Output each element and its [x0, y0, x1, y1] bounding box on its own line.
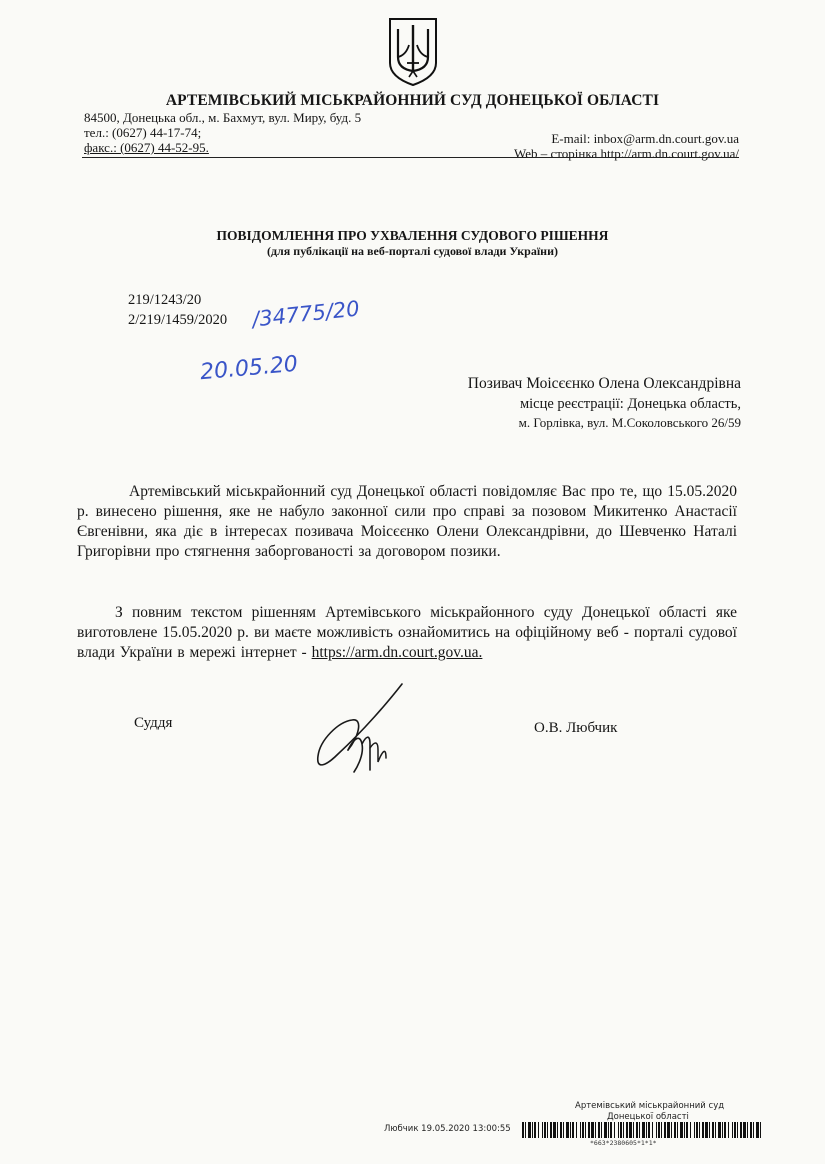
judge-role-label: Суддя — [134, 715, 173, 731]
court-phone: тел.: (0627) 44-17-74; — [84, 125, 202, 140]
coat-of-arms-icon — [386, 15, 440, 87]
court-name: АРТЕМІВСЬКИЙ МІСЬКРАЙОННИЙ СУД ДОНЕЦЬКОЇ ОБЛАСТІ — [165, 92, 660, 109]
court-email: E-mail: inbox@arm.dn.court.gov.ua — [551, 131, 739, 146]
stamp-metadata: Любчик 19.05.2020 13:00:55 — [384, 1124, 511, 1134]
judge-signature — [308, 678, 410, 776]
notice-paragraph-1 — [77, 482, 737, 562]
court-website-link[interactable]: https://arm.dn.court.gov.ua. — [311, 644, 483, 661]
stamp-court-line1: Артемівський міськрайонний суд — [575, 1101, 725, 1111]
handwritten-date: 20.05.20 — [199, 351, 299, 386]
addressee-name: Позивач Моісєєнко Олена Олександрівна — [467, 375, 741, 392]
paragraph-2-text: З повним текстом рішенням Артемівського міськрайонного суду Донецької області яке виготовлене 15.05.2020 р. ви маєте можливість ознайомитись на офіційному веб - порталі судової влади України в мережі інтернет - — [77, 604, 737, 661]
notice-paragraph-2 — [77, 603, 737, 663]
notice-subtitle: (для публікації на веб-порталі судової влади України) — [266, 244, 558, 258]
judge-name: О.В. Любчик — [534, 720, 618, 736]
case-number-2: 2/219/1459/2020 — [128, 312, 228, 328]
handwritten-registration-number: /34775/20 — [251, 296, 361, 332]
header-divider — [82, 157, 739, 158]
addressee-registration: місце реєстрації: Донецька область, — [519, 396, 741, 412]
court-address: 84500, Донецька обл., м. Бахмут, вул. Миру, буд. 5 — [84, 110, 362, 125]
court-web: Web – сторінка http://arm.dn.court.gov.ua/ — [513, 146, 739, 161]
document-barcode — [522, 1122, 764, 1138]
stamp-court-line2: Донецької області — [607, 1112, 689, 1122]
case-number-1: 219/1243/20 — [128, 292, 202, 308]
barcode-number: *663*2380605*1*1* — [590, 1139, 657, 1147]
court-fax: факс.: (0627) 44-52-95. — [84, 140, 209, 155]
addressee-address: м. Горлівка, вул. М.Соколовського 26/59 — [518, 415, 741, 430]
notice-title: ПОВІДОМЛЕННЯ ПРО УХВАЛЕННЯ СУДОВОГО РІШЕННЯ — [216, 228, 609, 243]
paragraph-1-text: Артемівський міськрайонний суд Донецької області повідомляє Вас про те, що 15.05.2020 р. винесено рішення, яке не набуло законної сили про справі за позовом Микитенко Анастасії Євгенівни, яка діє в інтересах позивача Моісєєнко Олени Олександрівни, до Шевченко Наталі Григорівни про стягнення заборгованості за договором позики. — [77, 483, 737, 560]
